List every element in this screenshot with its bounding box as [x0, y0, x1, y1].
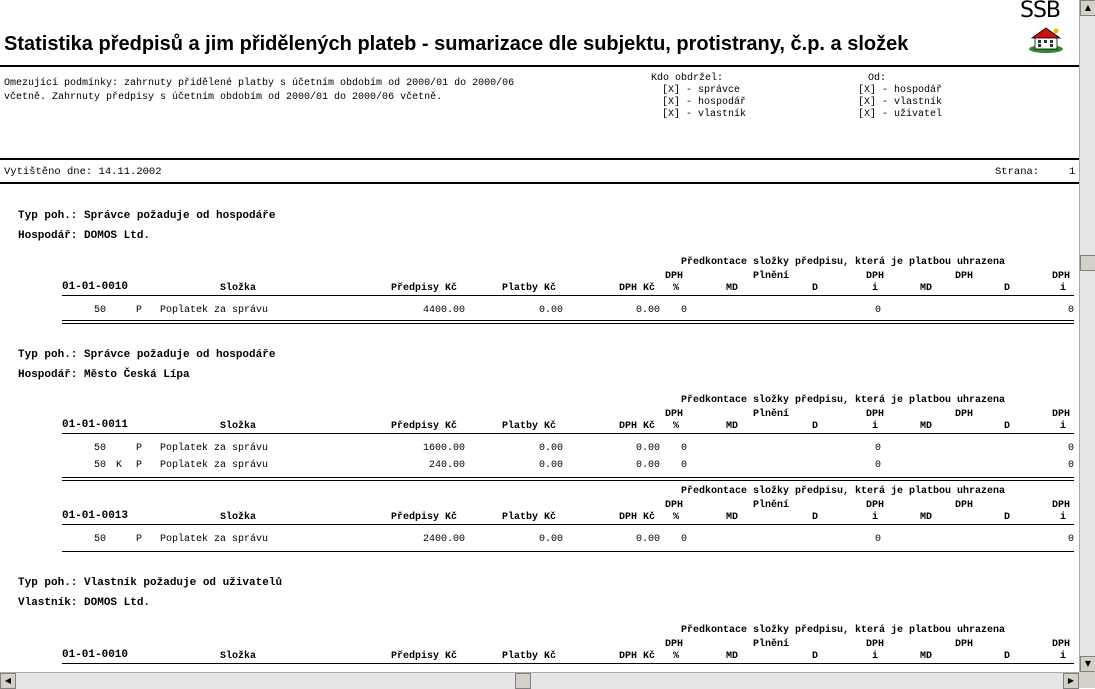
group-header-line: [62, 524, 1074, 525]
row-pct: 0: [681, 460, 688, 471]
vertical-scrollbar[interactable]: [1079, 0, 1095, 672]
col-md: MD: [726, 421, 739, 432]
col-md2: MD: [920, 283, 933, 294]
conditions-line1: Omezující podmínky: zahrnuty přidělené platby s účetním obdobím od 2000/01 do 2000/06: [4, 78, 515, 89]
horizontal-scrollbar[interactable]: [0, 672, 1079, 689]
row-i2: 0: [1068, 305, 1075, 316]
divider: [0, 65, 1079, 67]
page-label: Strana:: [995, 166, 1040, 178]
col-d: D: [812, 651, 819, 662]
col-d2: D: [1004, 421, 1011, 432]
col-dph-i: DPH: [866, 500, 885, 511]
col-platby: Platby Kč: [502, 651, 557, 662]
col-md: MD: [726, 651, 739, 662]
row-p-flag: P: [136, 534, 143, 545]
kdo-item: [X] - hospodář: [662, 97, 747, 108]
col-dph-pct: DPH: [665, 639, 684, 650]
col-dph-i: i: [872, 421, 879, 432]
col-dph-i2: i: [1060, 283, 1067, 294]
col-dph-kc: DPH Kč: [619, 421, 656, 432]
row-name: Poplatek za správu: [160, 305, 269, 316]
col-dph-i2: DPH: [1052, 271, 1071, 282]
scroll-up-icon[interactable]: ▲: [1080, 0, 1095, 16]
scroll-left-icon[interactable]: ◀: [0, 673, 16, 689]
col-slozka: Složka: [220, 512, 257, 523]
divider: [0, 158, 1079, 160]
col-dph2: DPH: [955, 639, 974, 650]
col-dph-i2: i: [1060, 651, 1067, 662]
row-p-flag: P: [136, 460, 143, 471]
col-dph-i2: i: [1060, 421, 1067, 432]
section-type: Typ poh.: Správce požaduje od hospodáře: [18, 210, 276, 222]
scroll-right-icon[interactable]: ▶: [1063, 673, 1079, 689]
page-number: 1: [1069, 166, 1076, 178]
col-md2: MD: [920, 512, 933, 523]
od-item: [X] - vlastník: [858, 97, 943, 108]
row-pct: 0: [681, 443, 688, 454]
kdo-item: [X] - vlastník: [662, 109, 747, 120]
col-predpisy: Předpisy Kč: [391, 512, 458, 523]
col-dph-i2: DPH: [1052, 500, 1071, 511]
col-dph2: DPH: [955, 271, 974, 282]
row-platby: 0.00: [538, 305, 563, 316]
row-platby: 0.00: [538, 460, 563, 471]
group-code: 01-01-0010: [62, 649, 129, 661]
col-slozka: Složka: [220, 421, 257, 432]
col-d: D: [812, 283, 819, 294]
group-code: 01-01-0013: [62, 510, 129, 522]
od-item: [X] - uživatel: [858, 109, 943, 120]
section-type: Typ poh.: Vlastník požaduje od uživatelů: [18, 577, 283, 589]
row-k-flag: K: [116, 460, 123, 471]
kdo-label: Kdo obdržel:: [651, 73, 724, 84]
group-header-line: [62, 295, 1074, 296]
page-title: Statistika předpisů a jim přidělených plateb - sumarizace dle subjektu, protistrany, č.p. a složek: [4, 33, 909, 55]
col-slozka: Složka: [220, 651, 257, 662]
row-i: 0: [875, 534, 882, 545]
col-d2: D: [1004, 283, 1011, 294]
col-plneni: Plnění: [753, 409, 790, 420]
col-d2: D: [1004, 651, 1011, 662]
row-name: Poplatek za správu: [160, 443, 269, 454]
row-pct: 0: [681, 305, 688, 316]
col-d2: D: [1004, 512, 1011, 523]
row-number: 50: [93, 443, 106, 454]
row-predpisy: 1600.00: [422, 443, 465, 454]
col-dph-kc: DPH Kč: [619, 512, 656, 523]
app-logo: SSB: [1020, 0, 1061, 23]
conditions-line2: včetně. Zahrnuty předpisy s účetním obdobím od 2000/01 do 2000/06 včetně.: [4, 92, 443, 103]
kdo-item: [X] - správce: [662, 85, 741, 96]
col-dph-pct: %: [673, 421, 680, 432]
scroll-thumb[interactable]: [1080, 255, 1095, 271]
col-plneni: Plnění: [753, 639, 790, 650]
group-end-line: [62, 323, 1074, 324]
predkontace-header: Předkontace složky předpisu, která je platbou uhrazena: [681, 395, 1006, 406]
col-dph-i: DPH: [866, 639, 885, 650]
predkontace-header: Předkontace složky předpisu, která je platbou uhrazena: [681, 486, 1006, 497]
row-dph: 0.00: [635, 534, 660, 545]
od-item: [X] - hospodář: [858, 85, 943, 96]
od-label: Od:: [868, 73, 887, 84]
group-header-line: [62, 663, 1074, 664]
group-code: 01-01-0010: [62, 281, 129, 293]
group-header-line: [62, 433, 1074, 434]
col-dph-i: i: [872, 283, 879, 294]
col-platby: Platby Kč: [502, 421, 557, 432]
section-party: Vlastník: DOMOS Ltd.: [18, 597, 151, 609]
col-platby: Platby Kč: [502, 512, 557, 523]
row-predpisy: 4400.00: [422, 305, 465, 316]
scroll-corner: [1079, 672, 1095, 688]
row-i2: 0: [1068, 460, 1075, 471]
col-dph-pct: %: [673, 651, 680, 662]
col-md: MD: [726, 512, 739, 523]
divider: [0, 182, 1079, 184]
col-d: D: [812, 512, 819, 523]
col-dph-pct: DPH: [665, 271, 684, 282]
group-end-line: [62, 551, 1074, 552]
col-md: MD: [726, 283, 739, 294]
row-i2: 0: [1068, 534, 1075, 545]
printed-date: Vytištěno dne: 14.11.2002: [4, 166, 162, 178]
col-dph-i2: DPH: [1052, 409, 1071, 420]
col-dph-i: DPH: [866, 409, 885, 420]
col-dph-pct: DPH: [665, 409, 684, 420]
col-dph-i: i: [872, 651, 879, 662]
row-predpisy: 240.00: [428, 460, 465, 471]
group-end-line: [62, 480, 1074, 481]
row-i: 0: [875, 460, 882, 471]
predkontace-header: Předkontace složky předpisu, která je platbou uhrazena: [681, 625, 1006, 636]
predkontace-header: Předkontace složky předpisu, která je platbou uhrazena: [681, 257, 1006, 268]
col-platby: Platby Kč: [502, 283, 557, 294]
col-plneni: Plnění: [753, 271, 790, 282]
col-slozka: Složka: [220, 283, 257, 294]
row-pct: 0: [681, 534, 688, 545]
row-predpisy: 2400.00: [422, 534, 465, 545]
row-name: Poplatek za správu: [160, 460, 269, 471]
col-predpisy: Předpisy Kč: [391, 651, 458, 662]
row-i2: 0: [1068, 443, 1075, 454]
col-dph-i: i: [872, 512, 879, 523]
row-p-flag: P: [136, 305, 143, 316]
scroll-down-icon[interactable]: ▼: [1080, 656, 1095, 672]
section-type: Typ poh.: Správce požaduje od hospodáře: [18, 349, 276, 361]
col-d: D: [812, 421, 819, 432]
col-dph-i2: DPH: [1052, 639, 1071, 650]
row-i: 0: [875, 443, 882, 454]
col-dph-pct: %: [673, 512, 680, 523]
scroll-thumb[interactable]: [515, 673, 531, 689]
row-dph: 0.00: [635, 460, 660, 471]
col-dph-i2: i: [1060, 512, 1067, 523]
col-dph-i: DPH: [866, 271, 885, 282]
col-dph-kc: DPH Kč: [619, 651, 656, 662]
col-predpisy: Předpisy Kč: [391, 283, 458, 294]
col-predpisy: Předpisy Kč: [391, 421, 458, 432]
col-dph-pct: DPH: [665, 500, 684, 511]
house-icon: [1028, 25, 1064, 53]
col-dph2: DPH: [955, 409, 974, 420]
section-party: Hospodář: Město Česká Lípa: [18, 369, 190, 381]
col-dph-pct: %: [673, 283, 680, 294]
col-plneni: Plnění: [753, 500, 790, 511]
row-p-flag: P: [136, 443, 143, 454]
col-md2: MD: [920, 651, 933, 662]
col-dph-kc: DPH Kč: [619, 283, 656, 294]
col-md2: MD: [920, 421, 933, 432]
group-end-line: [62, 320, 1074, 321]
row-i: 0: [875, 305, 882, 316]
section-party: Hospodář: DOMOS Ltd.: [18, 230, 151, 242]
col-dph2: DPH: [955, 500, 974, 511]
row-number: 50: [93, 460, 106, 471]
row-platby: 0.00: [538, 534, 563, 545]
row-number: 50: [93, 534, 106, 545]
row-dph: 0.00: [635, 443, 660, 454]
row-dph: 0.00: [635, 305, 660, 316]
group-code: 01-01-0011: [62, 419, 129, 431]
row-name: Poplatek za správu: [160, 534, 269, 545]
group-end-line: [62, 477, 1074, 478]
row-platby: 0.00: [538, 443, 563, 454]
row-number: 50: [93, 305, 106, 316]
